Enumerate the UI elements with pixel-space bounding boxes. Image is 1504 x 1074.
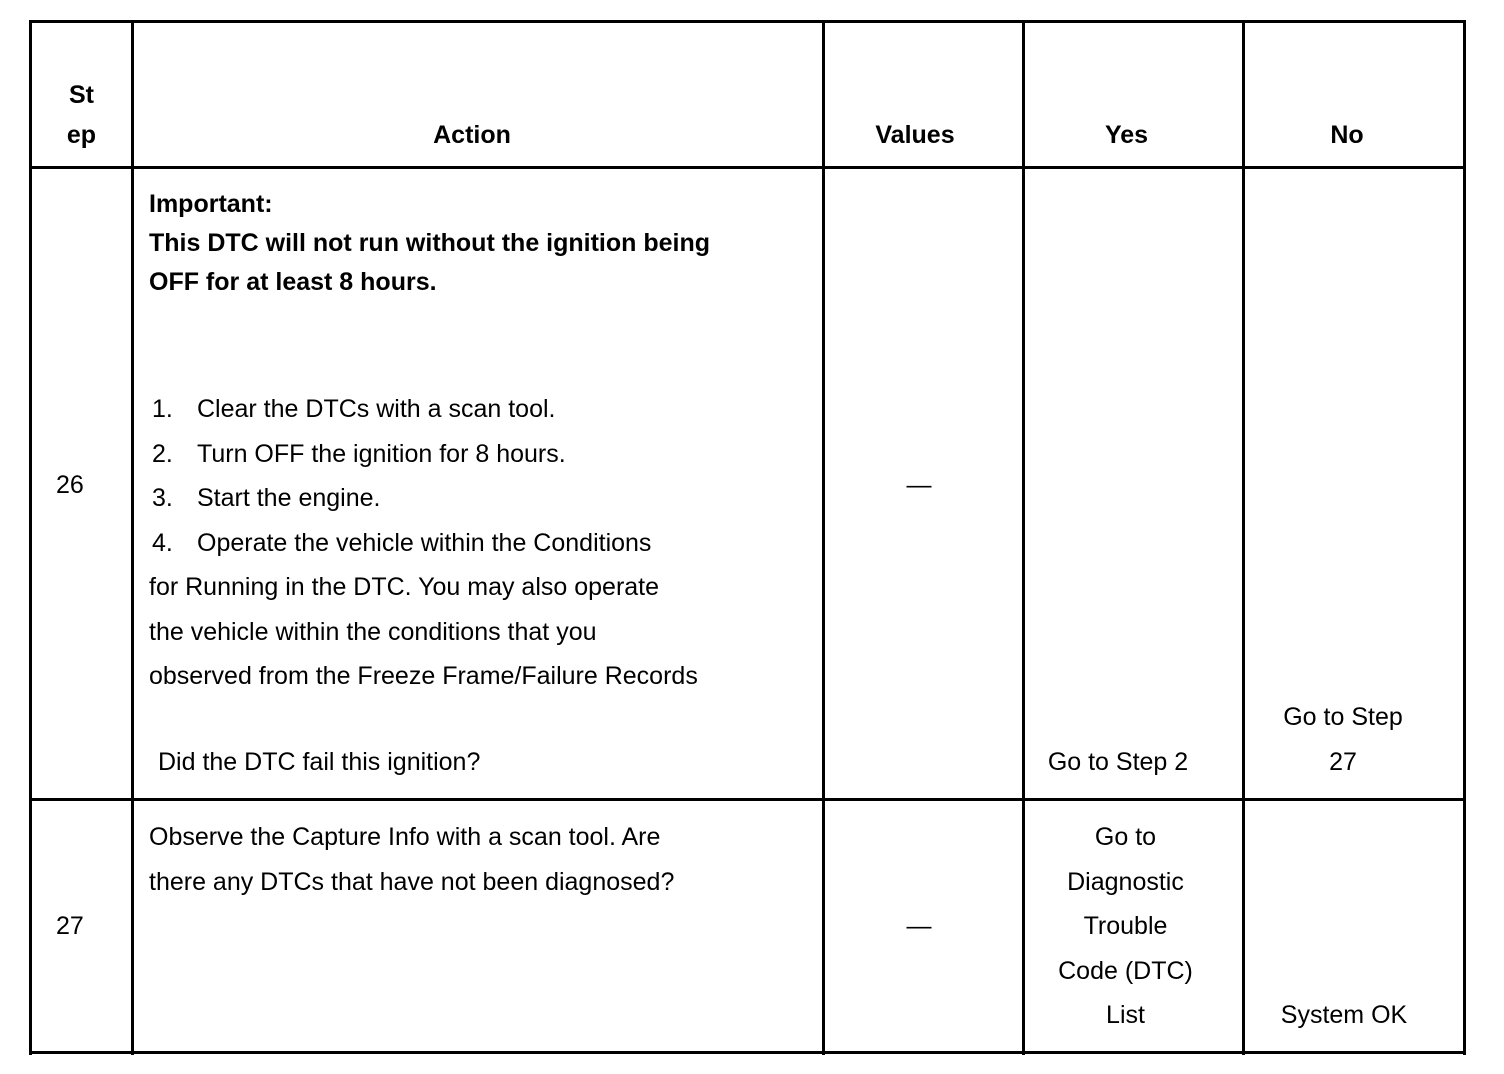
- list-item-text: Clear the DTCs with a scan tool.: [197, 395, 556, 423]
- table-border-left: [29, 21, 32, 1055]
- important-label: Important:: [149, 190, 273, 218]
- list-item-text: Operate the vehicle within the Conditions: [197, 529, 652, 557]
- list-item-number: 1.: [152, 395, 173, 423]
- yes-cell-line: Diagnostic: [1067, 868, 1184, 896]
- important-text-line: This DTC will not run without the ignition being: [149, 229, 711, 257]
- important-text-line: OFF for at least 8 hours.: [149, 268, 437, 296]
- header-yes: Yes: [1104, 121, 1149, 149]
- no-cell-line: Go to Step: [1283, 703, 1403, 731]
- header-action: Action: [433, 121, 511, 149]
- step-number: 26: [56, 471, 84, 499]
- table-border-right: [1463, 21, 1466, 1055]
- list-item-text: Start the engine.: [197, 484, 381, 512]
- yes-cell-line: Trouble: [1083, 912, 1168, 940]
- list-item-number: 3.: [152, 484, 173, 512]
- no-cell: System OK: [1280, 1001, 1408, 1029]
- column-divider-step: [131, 21, 134, 1055]
- question-text: Did the DTC fail this ignition?: [158, 748, 481, 776]
- list-item-number: 2.: [152, 440, 173, 468]
- no-cell-line: 27: [1329, 748, 1357, 776]
- header-step-line1: St: [69, 81, 94, 109]
- column-divider-action: [822, 21, 825, 1055]
- table-border-top: [29, 20, 1466, 23]
- header-divider: [29, 166, 1466, 169]
- action-text-line: Observe the Capture Info with a scan tool. Are: [149, 823, 661, 851]
- list-item-number: 4.: [152, 529, 173, 557]
- column-divider-yes: [1242, 21, 1245, 1055]
- table-border-bottom: [29, 1051, 1466, 1054]
- yes-cell-line: List: [1106, 1001, 1145, 1029]
- yes-cell-line: Code (DTC): [1058, 957, 1193, 985]
- yes-cell: Go to Step 2: [1047, 748, 1189, 776]
- header-no: No: [1330, 121, 1364, 149]
- action-text-line: there any DTCs that have not been diagnosed?: [149, 868, 675, 896]
- values-cell: —: [906, 471, 932, 499]
- yes-cell-line: Go to: [1094, 823, 1157, 851]
- values-cell: —: [906, 912, 932, 940]
- continuation-line: observed from the Freeze Frame/Failure Records: [149, 662, 698, 690]
- header-values: Values: [875, 121, 955, 149]
- list-item-text: Turn OFF the ignition for 8 hours.: [197, 440, 566, 468]
- step-number: 27: [56, 912, 84, 940]
- continuation-line: for Running in the DTC. You may also operate: [149, 573, 660, 601]
- continuation-line: the vehicle within the conditions that you: [149, 618, 597, 646]
- row-divider: [29, 798, 1466, 801]
- header-step-line2: ep: [66, 121, 97, 149]
